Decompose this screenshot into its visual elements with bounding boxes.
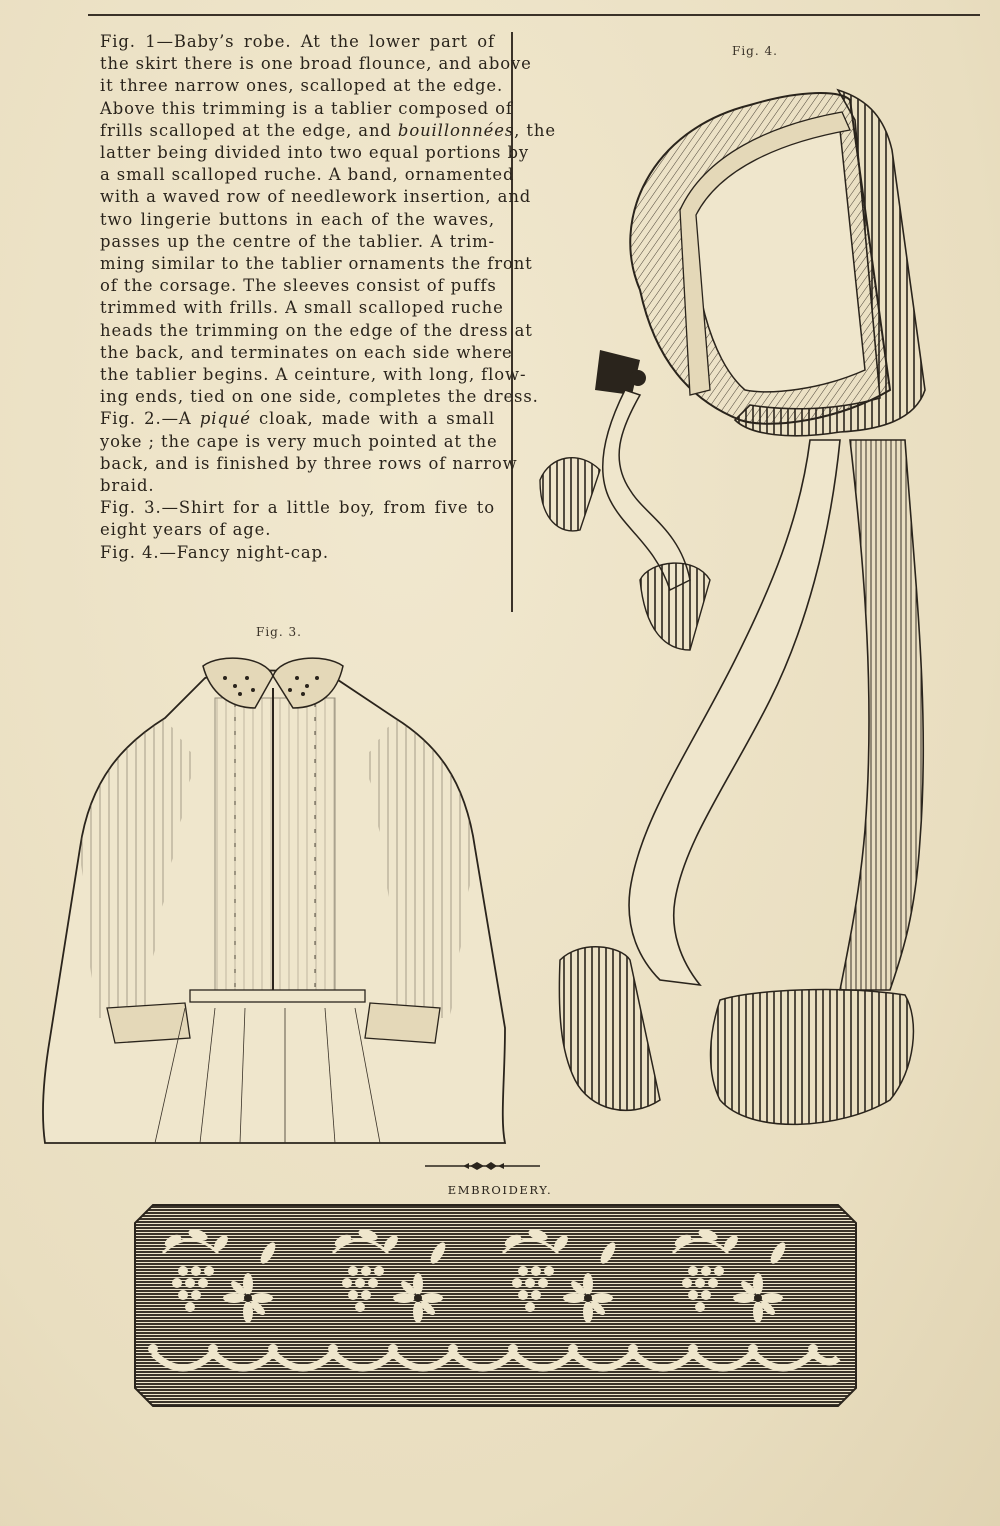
text-line: braid. [100,476,155,496]
fig3-caption: Fig. 3. [256,625,302,639]
text-line: it three narrow ones, scalloped at the edge. [100,76,504,96]
text-line: the tablier begins. A ceinture, with long, flow- [100,365,527,385]
text-line: Above this trimming is a tablier composed of [100,98,513,118]
boy-shirt-illustration [35,648,510,1148]
text-line [80,408,495,430]
text-line: of the corsage. The sleeves consist of puffs [100,276,497,296]
fig4-caption: Fig. 4. [732,44,778,58]
italic-term: piqué [199,409,251,429]
text-line: trimmed with frills. A small scalloped ruche [100,298,504,318]
embroidery-title: EMBROIDERY. [447,1183,553,1197]
text-line: Fig. 4.—Fancy night-cap. [100,542,330,562]
ornamental-divider [425,1159,540,1173]
text-line: a small scalloped ruche. A band, ornamented [100,165,515,185]
text-line: with a waved row of needlework insertion, and [100,187,532,207]
text-fragment: cloak, made with a small [250,409,495,429]
paragraph-fig2 [80,408,518,497]
text-fragment: , the [514,120,556,140]
text-line: back, and is finished by three rows of narrow [100,453,518,473]
text-line: Fig. 1—Baby’s robe. At the lower part of [100,32,495,51]
text-line: passes up the centre of the tablier. A trim- [100,231,495,251]
text-line: ing ends, tied on one side, completes the dress. [100,387,539,407]
text-line: heads the trimming on the edge of the dress at [100,320,533,340]
paragraph-fig1 [80,31,556,408]
text-line: Fig. 3.—Shirt for a little boy, from five to [100,498,495,518]
italic-term: bouillonnées [397,120,515,140]
text-line: yoke ; the cape is very much pointed at the [100,431,498,451]
article-text [80,31,556,564]
text-line: two lingerie buttons in each of the waves, [100,209,495,229]
text-line: the skirt there is one broad flounce, and above [100,54,532,74]
text-line [80,120,556,142]
embroidery-pattern [133,1203,858,1408]
night-cap-illustration [520,60,980,1150]
text-line: latter being divided into two equal portions by [100,143,530,163]
text-line: ming similar to the tablier ornaments the front [100,254,533,274]
paragraph-fig4 [80,542,495,564]
paragraph-fig3 [80,497,495,541]
top-rule [88,14,980,16]
text-fragment: Fig. 2.—A [100,409,200,429]
text-line: the back, and terminates on each side where [100,342,513,362]
text-fragment: frills scalloped at the edge, and [100,120,398,140]
text-line: eight years of age. [100,520,272,540]
